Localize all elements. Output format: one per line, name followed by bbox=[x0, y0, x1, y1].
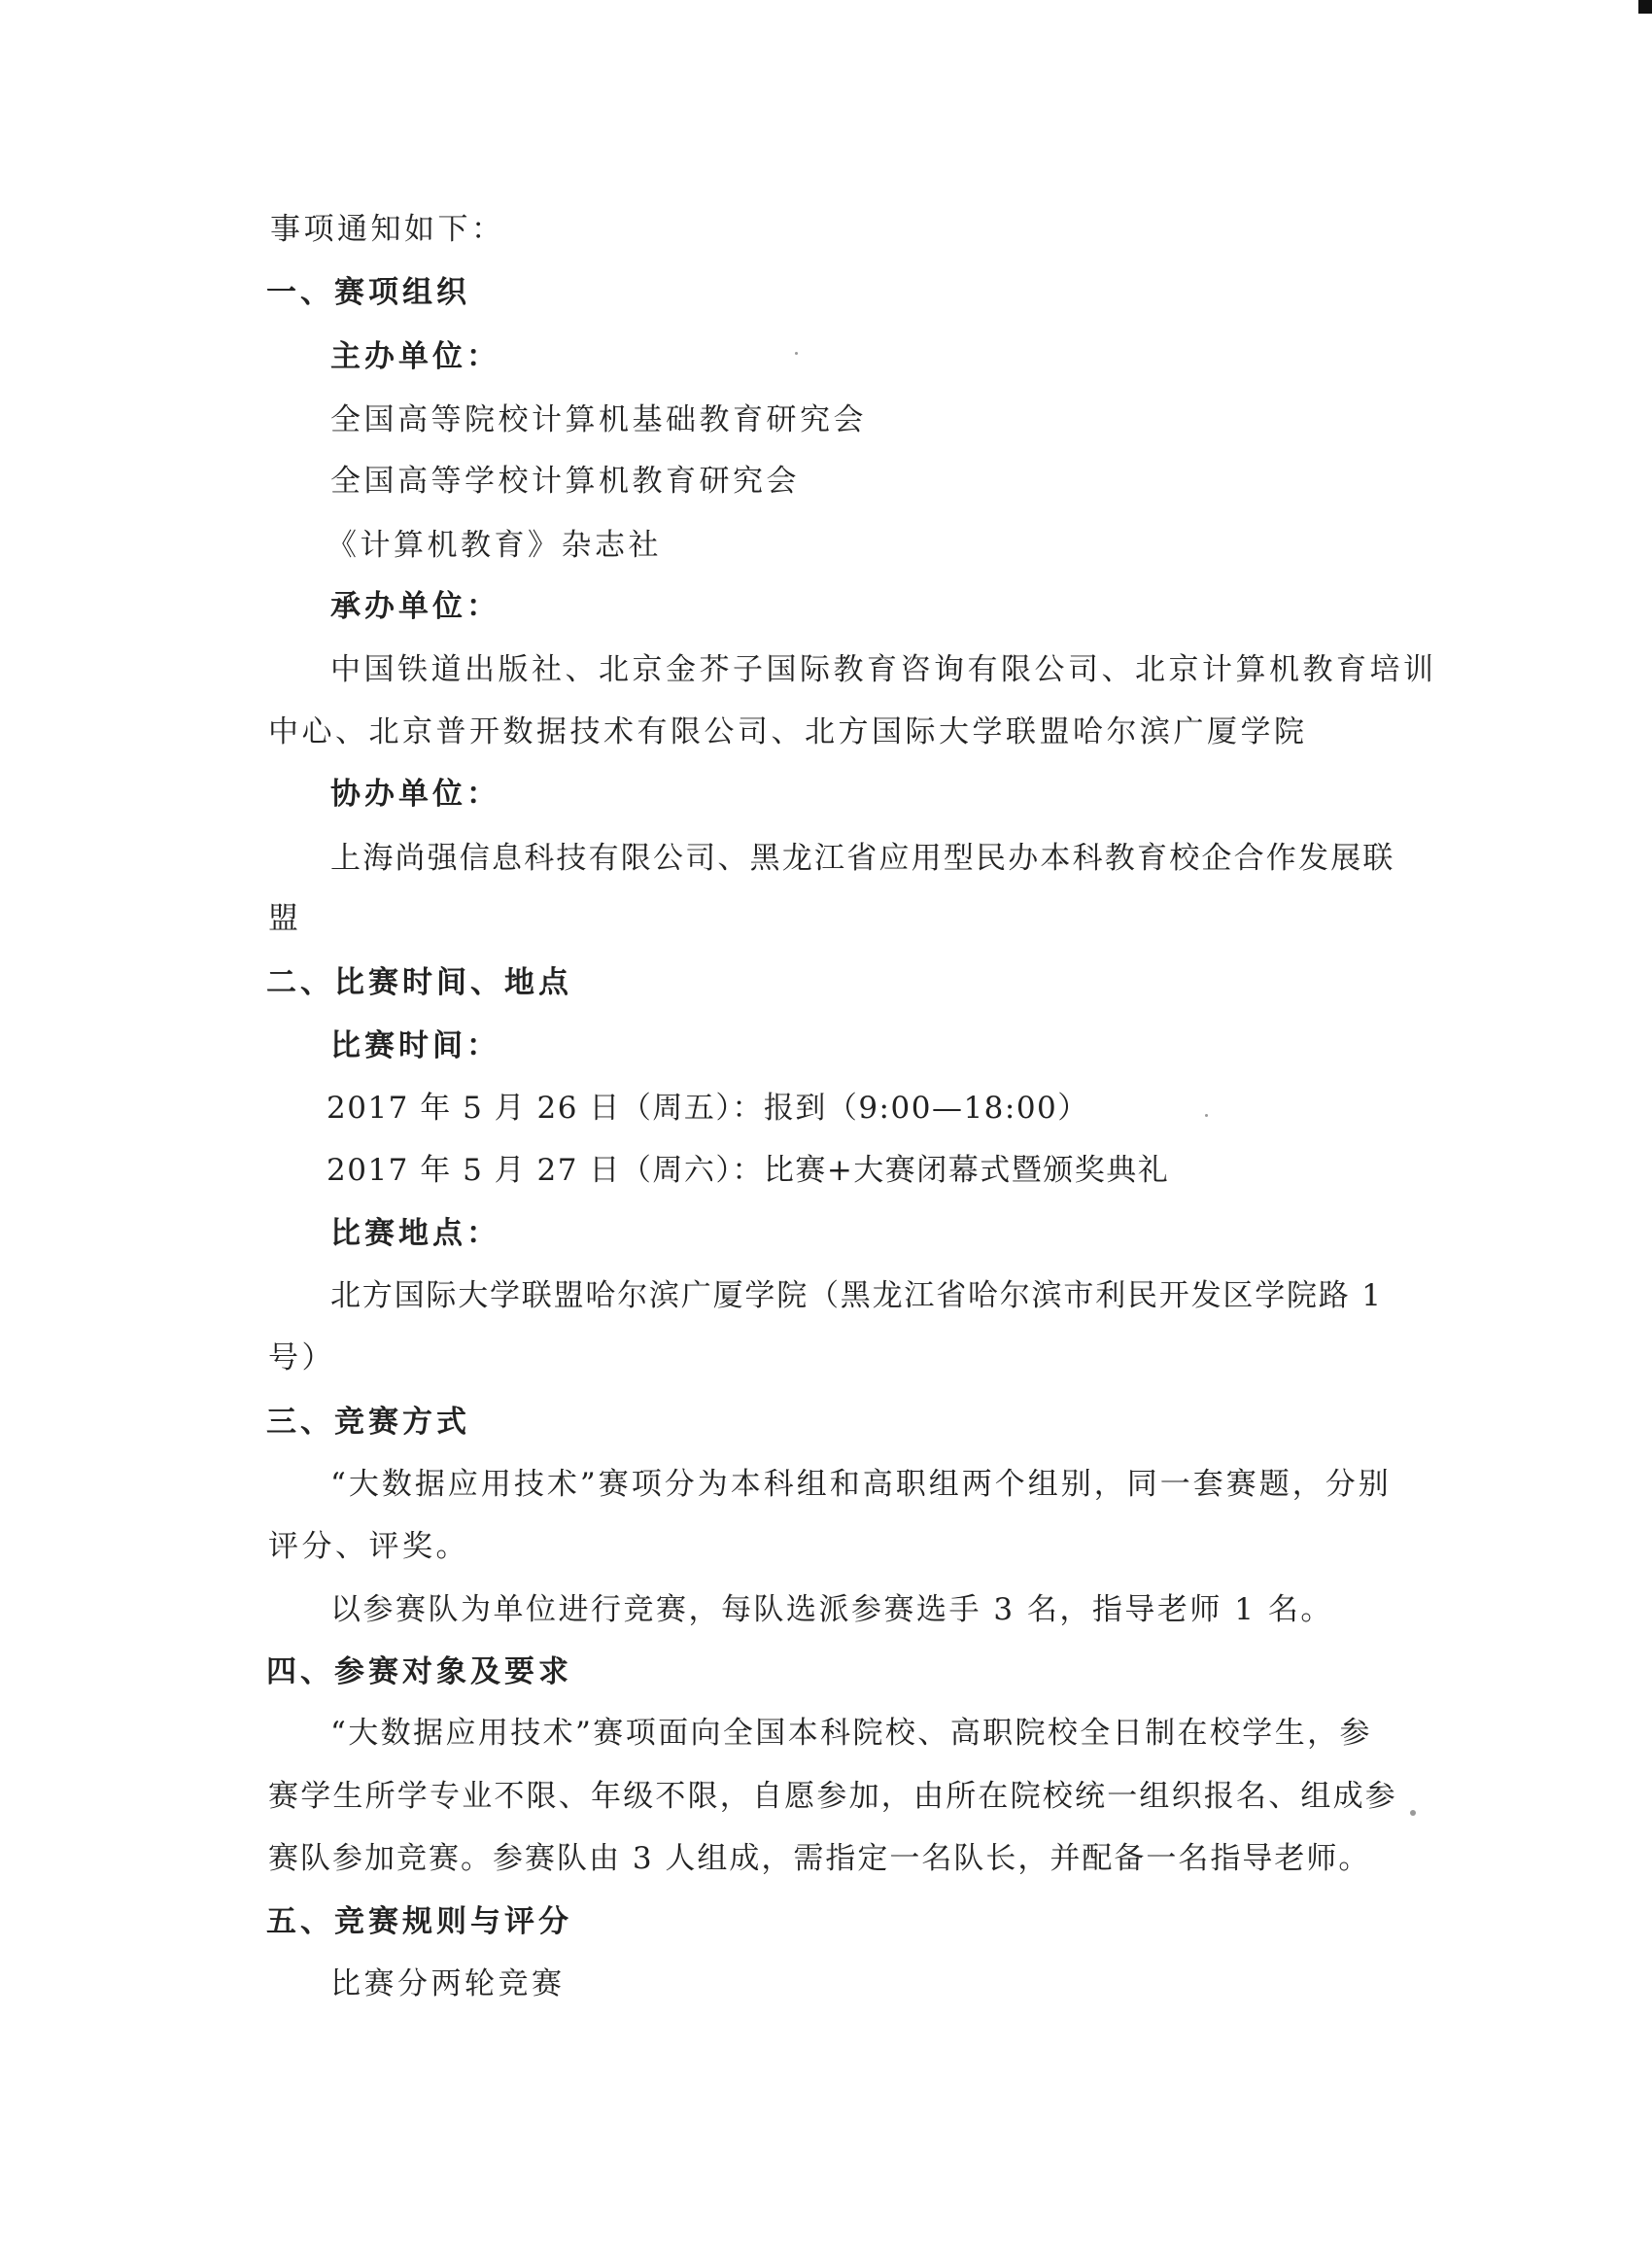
section-3-heading: 三、竞赛方式 bbox=[266, 1405, 470, 1440]
organizer-line-2: 中心、北京普开数据技术有限公司、北方国际大学联盟哈尔滨广厦学院 bbox=[268, 714, 1308, 749]
coorganizer-line-2: 盟 bbox=[268, 901, 302, 936]
organizer-label: 承办单位： bbox=[330, 589, 500, 624]
scan-corner-mark bbox=[1638, 0, 1652, 14]
time-item-1: 2017 年 5 月 26 日（周五）：报到（9:00—18:00） bbox=[327, 1091, 1089, 1126]
host-item-3: 《计算机教育》杂志社 bbox=[327, 528, 662, 563]
host-label: 主办单位： bbox=[330, 339, 500, 374]
place-label: 比赛地点： bbox=[330, 1216, 500, 1251]
section-4-heading: 四、参赛对象及要求 bbox=[266, 1654, 572, 1689]
requirements-line-1: “大数据应用技术”赛项面向全国本科院校、高职院校全日制在校学生，参 bbox=[330, 1716, 1372, 1751]
rules-paragraph-1: 比赛分两轮竞赛 bbox=[330, 1966, 566, 2001]
section-2-heading: 二、比赛时间、地点 bbox=[266, 965, 572, 1000]
scan-speck bbox=[1410, 1810, 1416, 1816]
section-1-heading: 一、赛项组织 bbox=[266, 275, 470, 310]
requirements-line-3: 赛队参加竞赛。参赛队由 3 人组成，需指定一名队长，并配备一名指导老师。 bbox=[268, 1841, 1371, 1876]
host-item-1: 全国高等院校计算机基础教育研究会 bbox=[330, 402, 867, 437]
time-label: 比赛时间： bbox=[330, 1028, 500, 1063]
section-5-heading: 五、竞赛规则与评分 bbox=[266, 1904, 572, 1939]
place-line-2: 号） bbox=[268, 1340, 335, 1375]
method-paragraph-1-line-1: “大数据应用技术”赛项分为本科组和高职组两个组别，同一套赛题，分别 bbox=[330, 1467, 1392, 1502]
scan-speck bbox=[795, 352, 798, 355]
time-item-2: 2017 年 5 月 27 日（周六）：比赛+大赛闭幕式暨颁奖典礼 bbox=[327, 1153, 1170, 1188]
intro-line: 事项通知如下： bbox=[270, 212, 505, 247]
method-paragraph-1-line-2: 评分、评奖。 bbox=[268, 1529, 469, 1564]
place-line-1: 北方国际大学联盟哈尔滨广厦学院（黑龙江省哈尔滨市利民开发区学院路 1 bbox=[330, 1278, 1383, 1313]
coorganizer-line-1: 上海尚强信息科技有限公司、黑龙江省应用型民办本科教育校企合作发展联 bbox=[330, 841, 1395, 876]
method-paragraph-2: 以参赛队为单位进行竞赛，每队选派参赛选手 3 名，指导老师 1 名。 bbox=[330, 1592, 1333, 1627]
scan-speck bbox=[1205, 1114, 1208, 1117]
organizer-line-1: 中国铁道出版社、北京金芥子国际教育咨询有限公司、北京计算机教育培训 bbox=[330, 652, 1437, 687]
coorganizer-label: 协办单位： bbox=[330, 777, 500, 812]
host-item-2: 全国高等学校计算机教育研究会 bbox=[330, 464, 800, 499]
requirements-line-2: 赛学生所学专业不限、年级不限，自愿参加，由所在院校统一组织报名、组成参 bbox=[268, 1779, 1397, 1814]
